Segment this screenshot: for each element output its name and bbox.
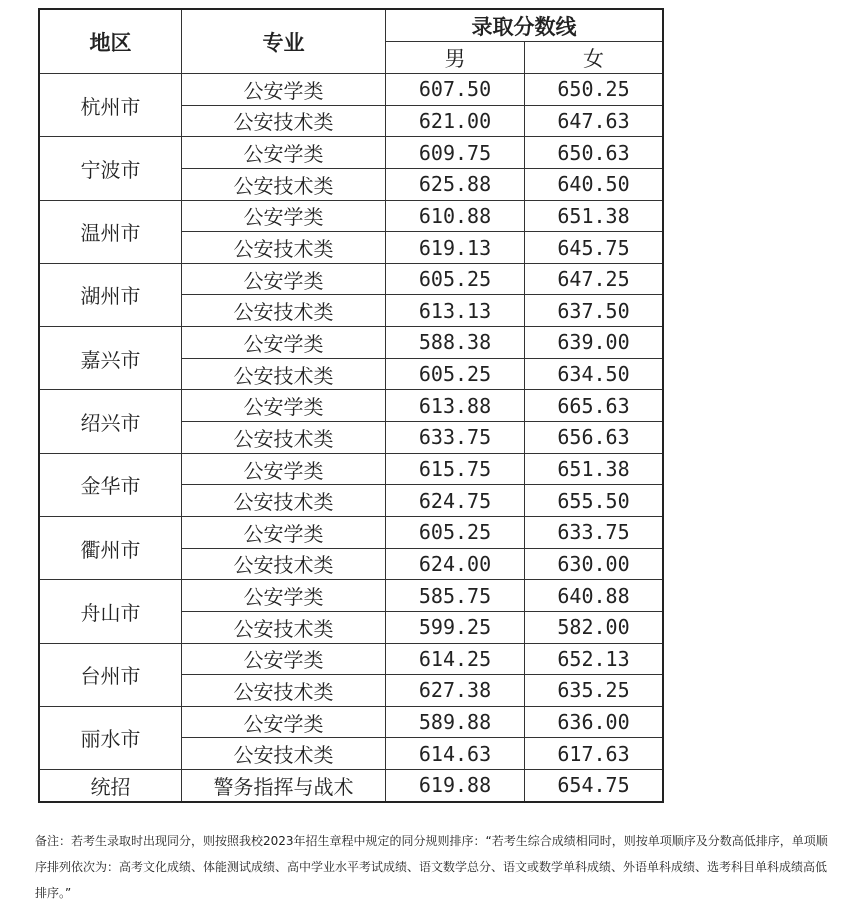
major-cell: 公安技术类 <box>182 295 386 327</box>
major-cell: 警务指挥与战术 <box>182 770 386 802</box>
table-row <box>39 580 663 612</box>
female-score-cell: 582.00 <box>525 611 664 643</box>
male-score-cell: 599.25 <box>386 611 525 643</box>
major-cell: 公安学类 <box>182 390 386 422</box>
region-cell: 绍兴市 <box>39 390 182 453</box>
male-score-cell: 624.75 <box>386 485 525 517</box>
female-score-cell: 639.00 <box>525 327 664 359</box>
male-score-cell: 605.25 <box>386 263 525 295</box>
female-score-cell: 665.63 <box>525 390 664 422</box>
male-score-cell: 589.88 <box>386 706 525 738</box>
major-cell: 公安学类 <box>182 327 386 359</box>
major-cell: 公安技术类 <box>182 548 386 580</box>
male-score-cell: 625.88 <box>386 168 525 200</box>
major-cell: 公安技术类 <box>182 422 386 454</box>
female-score-cell: 635.25 <box>525 675 664 707</box>
footnote: 备注：若考生录取时出现同分，则按照我校2023年招生章程中规定的同分规则排序：“若考生综合成绩相同时，则按单项顺序及分数高低排序，单项顺序排列依次为：高考文化成绩、体能测试成绩、高中学业水平考试成绩、语文数学总分、语文或数学单科成绩、外语单科成绩、选考科目单科成绩高低排序。” <box>35 834 828 900</box>
male-score-cell: 610.88 <box>386 200 525 232</box>
major-cell: 公安学类 <box>182 137 386 169</box>
male-score-cell: 615.75 <box>386 453 525 485</box>
header-male: 男 <box>386 42 525 74</box>
major-cell: 公安学类 <box>182 643 386 675</box>
region-cell: 嘉兴市 <box>39 327 182 390</box>
header-major: 专业 <box>182 9 386 74</box>
female-score-cell: 637.50 <box>525 295 664 327</box>
region-cell: 湖州市 <box>39 263 182 326</box>
female-score-cell: 654.75 <box>525 770 664 802</box>
region-cell: 温州市 <box>39 200 182 263</box>
major-cell: 公安学类 <box>182 74 386 106</box>
table-row <box>39 643 663 675</box>
table-row <box>39 706 663 738</box>
region-cell: 宁波市 <box>39 137 182 200</box>
female-score-cell: 636.00 <box>525 706 664 738</box>
region-cell: 统招 <box>39 770 182 802</box>
female-score-cell: 652.13 <box>525 643 664 675</box>
major-cell: 公安学类 <box>182 263 386 295</box>
female-score-cell: 633.75 <box>525 516 664 548</box>
admission-score-table <box>38 8 664 803</box>
female-score-cell: 655.50 <box>525 485 664 517</box>
female-score-cell: 650.25 <box>525 74 664 106</box>
region-cell: 衢州市 <box>39 516 182 579</box>
female-score-cell: 651.38 <box>525 200 664 232</box>
table-row <box>39 390 663 422</box>
male-score-cell: 633.75 <box>386 422 525 454</box>
female-score-cell: 647.63 <box>525 105 664 137</box>
major-cell: 公安技术类 <box>182 485 386 517</box>
table-row <box>39 453 663 485</box>
male-score-cell: 588.38 <box>386 327 525 359</box>
header-female: 女 <box>525 42 664 74</box>
major-cell: 公安学类 <box>182 516 386 548</box>
male-score-cell: 613.13 <box>386 295 525 327</box>
female-score-cell: 617.63 <box>525 738 664 770</box>
major-cell: 公安技术类 <box>182 738 386 770</box>
table-row <box>39 327 663 359</box>
major-cell: 公安技术类 <box>182 675 386 707</box>
male-score-cell: 621.00 <box>386 105 525 137</box>
male-score-cell: 624.00 <box>386 548 525 580</box>
header-region: 地区 <box>39 9 182 74</box>
male-score-cell: 607.50 <box>386 74 525 106</box>
female-score-cell: 650.63 <box>525 137 664 169</box>
female-score-cell: 656.63 <box>525 422 664 454</box>
region-cell: 丽水市 <box>39 706 182 769</box>
region-cell: 金华市 <box>39 453 182 516</box>
major-cell: 公安技术类 <box>182 358 386 390</box>
male-score-cell: 613.88 <box>386 390 525 422</box>
table-row <box>39 200 663 232</box>
table-row <box>39 74 663 106</box>
male-score-cell: 585.75 <box>386 580 525 612</box>
major-cell: 公安学类 <box>182 453 386 485</box>
male-score-cell: 619.88 <box>386 770 525 802</box>
male-score-cell: 619.13 <box>386 232 525 264</box>
male-score-cell: 605.25 <box>386 516 525 548</box>
major-cell: 公安技术类 <box>182 105 386 137</box>
female-score-cell: 640.88 <box>525 580 664 612</box>
major-cell: 公安学类 <box>182 200 386 232</box>
table-row <box>39 770 663 802</box>
female-score-cell: 640.50 <box>525 168 664 200</box>
region-cell: 台州市 <box>39 643 182 706</box>
region-cell: 舟山市 <box>39 580 182 643</box>
male-score-cell: 614.63 <box>386 738 525 770</box>
male-score-cell: 609.75 <box>386 137 525 169</box>
major-cell: 公安技术类 <box>182 232 386 264</box>
major-cell: 公安技术类 <box>182 611 386 643</box>
male-score-cell: 627.38 <box>386 675 525 707</box>
major-cell: 公安学类 <box>182 706 386 738</box>
male-score-cell: 605.25 <box>386 358 525 390</box>
male-score-cell: 614.25 <box>386 643 525 675</box>
female-score-cell: 630.00 <box>525 548 664 580</box>
female-score-cell: 634.50 <box>525 358 664 390</box>
female-score-cell: 645.75 <box>525 232 664 264</box>
table-row <box>39 263 663 295</box>
major-cell: 公安学类 <box>182 580 386 612</box>
region-cell: 杭州市 <box>39 74 182 137</box>
table-row <box>39 516 663 548</box>
header-score-line: 录取分数线 <box>386 9 664 42</box>
table-row <box>39 137 663 169</box>
major-cell: 公安技术类 <box>182 168 386 200</box>
female-score-cell: 651.38 <box>525 453 664 485</box>
female-score-cell: 647.25 <box>525 263 664 295</box>
